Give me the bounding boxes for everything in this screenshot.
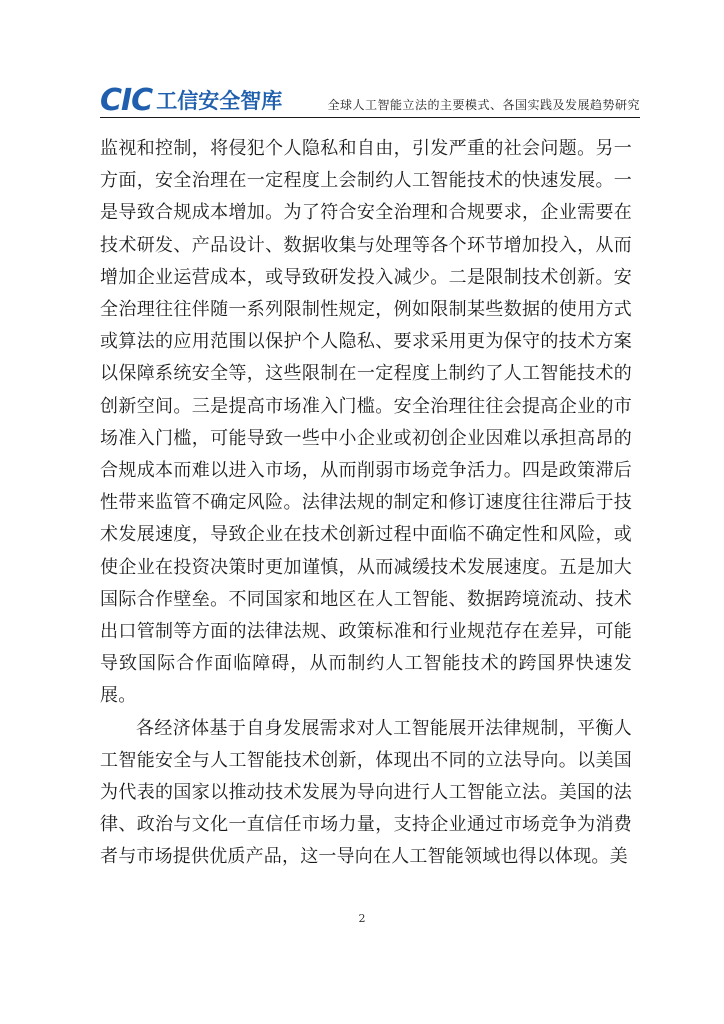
paragraph: 各经济体基于自身发展需求对人工智能展开法律规制，平衡人工智能安全与人工智能技术创新，体现出不同的立法导向。以美国为代表的国家以推动技术发展为导向进行人工智能立法。美国的法律、政治与文化一直信任市场力量，支持企业通过市场竞争为消费者与市场提供优质产品，这一导向在人工智能领域也得以体现。美 [100,717,632,868]
cic-logo [100,83,283,118]
page-header [100,83,640,118]
paragraph: 监视和控制，将侵犯个人隐私和自由，引发严重的社会问题。另一方面，安全治理在一定程度上会制约人工智能技术的快速发展。一是导致合规成本增加。为了符合安全治理和合规要求，企业需要在技术研发、产品设计、数据收集与处理等各个环节增加投入，从而增加企业运营成本，或导致研发投入减少。二是限制技术创新。安全治理往往伴随一系列限制性规定，例如限制某些数据的使用方式或算法的应用范围以保护个人隐私、要求采用更为保守的技术方案以保障系统安全等，这些限制在一定程度上制约了人工智能技术的创新空间。三是提高市场准入门槛。安全治理往往会提高企业的市场准入门槛，可能导致一些中小企业或初创企业因难以承担高昂的合规成本而难以进入市场，从而削弱市场竞争活力。四是政策滞后性带来监管不确定风险。法律法规的制定和修订速度往往滞后于技术发展速度，导致企业在技术创新过程中面临不确定性和风险，或使企业在投资决策时更加谨慎，从而减缓技术发展速度。五是加大国际合作壁垒。不同国家和地区在人工智能、数据跨境流动、技术出口管制等方面的法律法规、政策标准和行业规范存在差异，可能导致国际合作面临障碍，从而制约人工智能技术的跨国界快速发展。 [100,138,632,707]
running-header-title: 全球人工智能立法的主要模式、各国实践及发展趋势研究 [327,98,640,112]
body-text [100,133,632,874]
logo-text: 工信安全智库 [156,89,283,113]
header-rule [100,117,640,118]
page-number: 2 [358,912,366,925]
logo-mark: CIC [100,83,153,118]
